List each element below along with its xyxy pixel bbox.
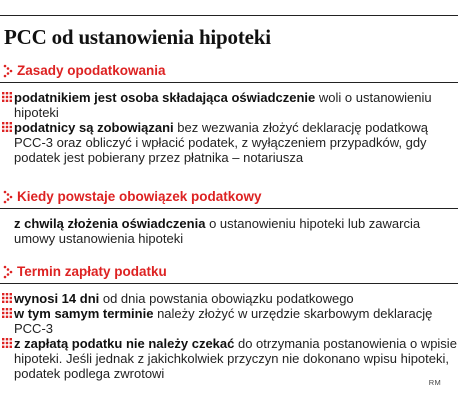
item-bold-text: z zapłatą podatku nie należy czekać <box>14 336 235 351</box>
section-divider <box>0 283 458 284</box>
red-grid-bullet-icon <box>2 92 12 102</box>
list-item <box>0 306 458 336</box>
red-dot-arrow-icon <box>3 265 15 279</box>
list-item <box>0 90 458 120</box>
section-termin-zaplaty <box>0 263 458 381</box>
item-bold-text: podatnikiem jest osoba składająca oświadczenie <box>14 90 316 105</box>
item-text: o ustanowieniu hipoteki lub zawarcia umowy ustanowienia hipoteki <box>14 216 421 246</box>
author-credit: RM <box>428 378 441 387</box>
section-zasady-opodatkowania <box>0 62 458 165</box>
item-bold-text: z chwilą złożenia oświadczenia <box>14 216 206 231</box>
red-grid-bullet-icon <box>2 122 12 132</box>
red-grid-bullet-icon <box>2 293 12 303</box>
section-header <box>0 263 458 285</box>
item-text: należy złożyć w urzędzie skarbowym deklarację PCC-3 <box>14 306 433 336</box>
list-item <box>0 291 458 306</box>
red-dot-arrow-icon <box>3 190 15 204</box>
page-title: PCC od ustanowienia hipoteki <box>4 25 271 49</box>
item-bold-text: podatnicy są zobowiązani <box>14 120 174 135</box>
red-dot-arrow-icon <box>3 64 15 78</box>
red-grid-bullet-icon <box>2 338 12 348</box>
list-item <box>0 120 458 165</box>
item-bold-text: wynosi 14 dni <box>14 291 100 306</box>
item-text: od dnia powstania obowiązku podatkowego <box>99 291 354 306</box>
section-heading: Kiedy powstaje obowiązek podatkowy <box>17 189 262 204</box>
item-bold-text: w tym samym terminie <box>14 306 154 321</box>
section-heading: Termin zapłaty podatku <box>17 264 167 279</box>
red-grid-bullet-icon <box>2 308 12 318</box>
item-text: woli o ustanowieniu hipoteki <box>14 90 432 120</box>
section-kiedy-powstaje-obowiazek <box>0 188 458 246</box>
section-header <box>0 62 458 84</box>
section-heading: Zasady opodatkowania <box>17 63 166 78</box>
section-divider <box>0 208 458 209</box>
item-text: do otrzymania postanowienia o wpisie hipoteki. Jeśli jednak z jakichkolwiek przyczyn nie dokonano wpisu hipoteki, podatek podlega zwrotowi <box>14 336 457 381</box>
list-item <box>0 216 458 246</box>
section-divider <box>0 82 458 83</box>
top-rule <box>0 15 458 16</box>
section-header <box>0 188 458 210</box>
list-item <box>0 336 458 381</box>
item-text: bez wezwania złożyć deklarację podatkową PCC-3 oraz obliczyć i wpłacić podatek, z wyłączeniem przypadków, gdy podatek jest pobierany przez płatnika – notariusza <box>14 120 428 165</box>
